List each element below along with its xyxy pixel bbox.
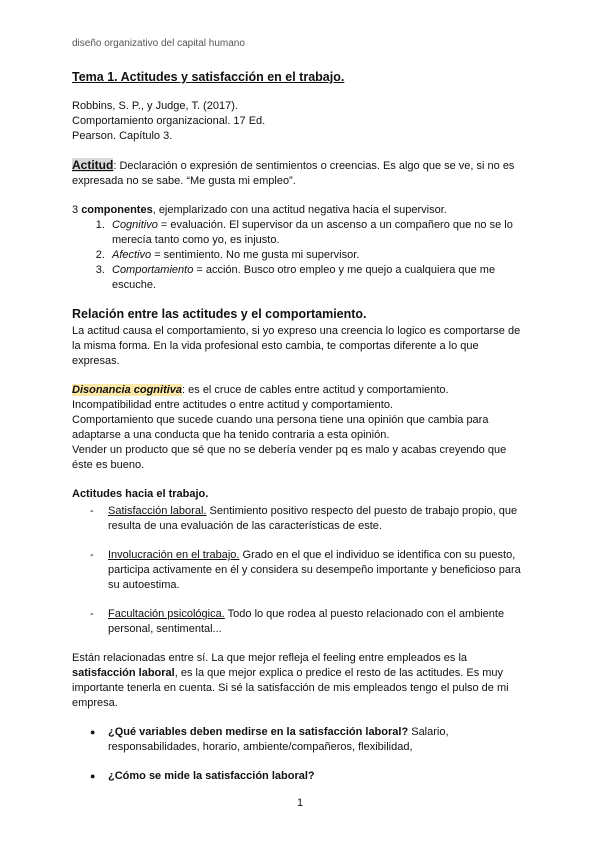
dash-bullet: - [90,549,94,561]
reference-block [72,99,528,144]
relacionadas-bold: satisfacción laboral [72,667,175,679]
disonancia-text: : es el cruce de cables entre actitud y comportamiento. [182,384,449,396]
actitudes-heading: Actitudes hacia el trabajo. [72,488,209,500]
question-text: ¿Cómo se mide la satisfacción laboral? [108,770,315,782]
list-item [72,725,528,755]
bullet-icon: ● [90,727,96,737]
list-item [108,248,528,263]
actitudes-list [72,504,528,637]
disonancia-text: Comportamiento que sucede cuando una persona tiene una opinión que cambia para adaptarse a una conducta que ha tenido contraria a esta opinión. [72,414,489,441]
relacionadas-text: , es la que mejor explica o predice el resto de las actitudes. Es muy importante tenerla en cuenta. Si sé la satisfacción de mis empleados tengo el pulso de mi empresa. [72,667,509,709]
item-term: Satisfacción laboral. [108,505,207,517]
relacionadas-text: Están relacionadas entre sí. La que mejor refleja el feeling entre empleados es la [72,652,468,664]
item-term: Facultación psicológica. [108,608,225,620]
componentes-label: componentes [81,204,153,216]
item-text: Todo lo que rodea al puesto relacionado con el ambiente personal, sentimental... [108,608,505,635]
page-header: diseño organizativo del capital humano [72,38,245,49]
actitud-definition [72,158,528,189]
componentes-rest: , ejemplarizado con una actitud negativa hacia el supervisor. [152,204,447,216]
bullet-icon: ● [90,771,96,781]
relacionadas-paragraph [72,651,528,711]
reference-line: Robbins, S. P., y Judge, T. (2017). [72,100,238,112]
disonancia-block [72,383,528,473]
item-text: Grado en el que el individuo se identifica con su puesto, participa activamente en él y considera su desempeño importante y beneficioso para su autoestima. [108,549,521,591]
reference-line: Comportamiento organizacional. 17 Ed. [72,115,266,127]
componentes-list [72,218,528,293]
list-item [108,263,528,293]
dash-bullet: - [90,608,94,620]
item-term: Comportamiento [112,264,194,276]
item-term: Afectivo [112,249,152,261]
item-text: = evaluación. El supervisor da un ascenso a un compañero que no se lo merecía tanto como yo, es injusto. [112,219,513,246]
preguntas-list [72,725,528,784]
actitud-term: Actitud [72,158,114,172]
relacion-heading: Relación entre las actitudes y el comportamiento. [72,307,367,321]
list-item [72,548,528,593]
disonancia-term: Disonancia cognitiva [72,384,183,396]
list-item [108,218,528,248]
page-number: 1 [296,797,304,809]
reference-line: Pearson. Capítulo 3. [72,130,173,142]
item-text: Sentimiento positivo respecto del puesto de trabajo propio, que resulta de una evaluación de las características de este. [108,505,518,532]
list-item [72,607,528,637]
list-item [72,769,528,784]
question-answer: Salario, responsabilidades, horario, ambiente/compañeros, flexibilidad, [108,726,449,753]
list-item [72,504,528,534]
question-text: ¿Qué variables deben medirse en la satisfacción laboral? [108,726,409,738]
item-term: Cognitivo [112,219,158,231]
componentes-intro [72,203,528,218]
actitud-text: : Declaración o expresión de sentimientos o creencias. Es algo que se ve, si no es expresada no se sabe. “Me gusta mi empleo”. [72,160,515,187]
document-body [72,70,528,798]
relacion-text: La actitud causa el comportamiento, si yo expreso una creencia lo logico es comportarse de la misma forma. En la vida profesional esto cambia, te comportas diferente a lo que expresas. [72,325,521,367]
item-text: = sentimiento. No me gusta mi supervisor. [151,249,360,261]
item-term: Involucración en el trabajo. [108,549,240,561]
disonancia-text: Incompatibilidad entre actitudes o entre actitud y comportamiento. [72,399,394,411]
disonancia-text: Vender un producto que sé que no se debería vender pq es malo y acabas creyendo que éste es bueno. [72,444,507,471]
componentes-count: 3 [72,204,79,216]
item-text: = acción. Busco otro empleo y me quejo a cualquiera que me escuche. [112,264,496,291]
dash-bullet: - [90,505,94,517]
document-title: Tema 1. Actitudes y satisfacción en el trabajo. [72,70,345,84]
